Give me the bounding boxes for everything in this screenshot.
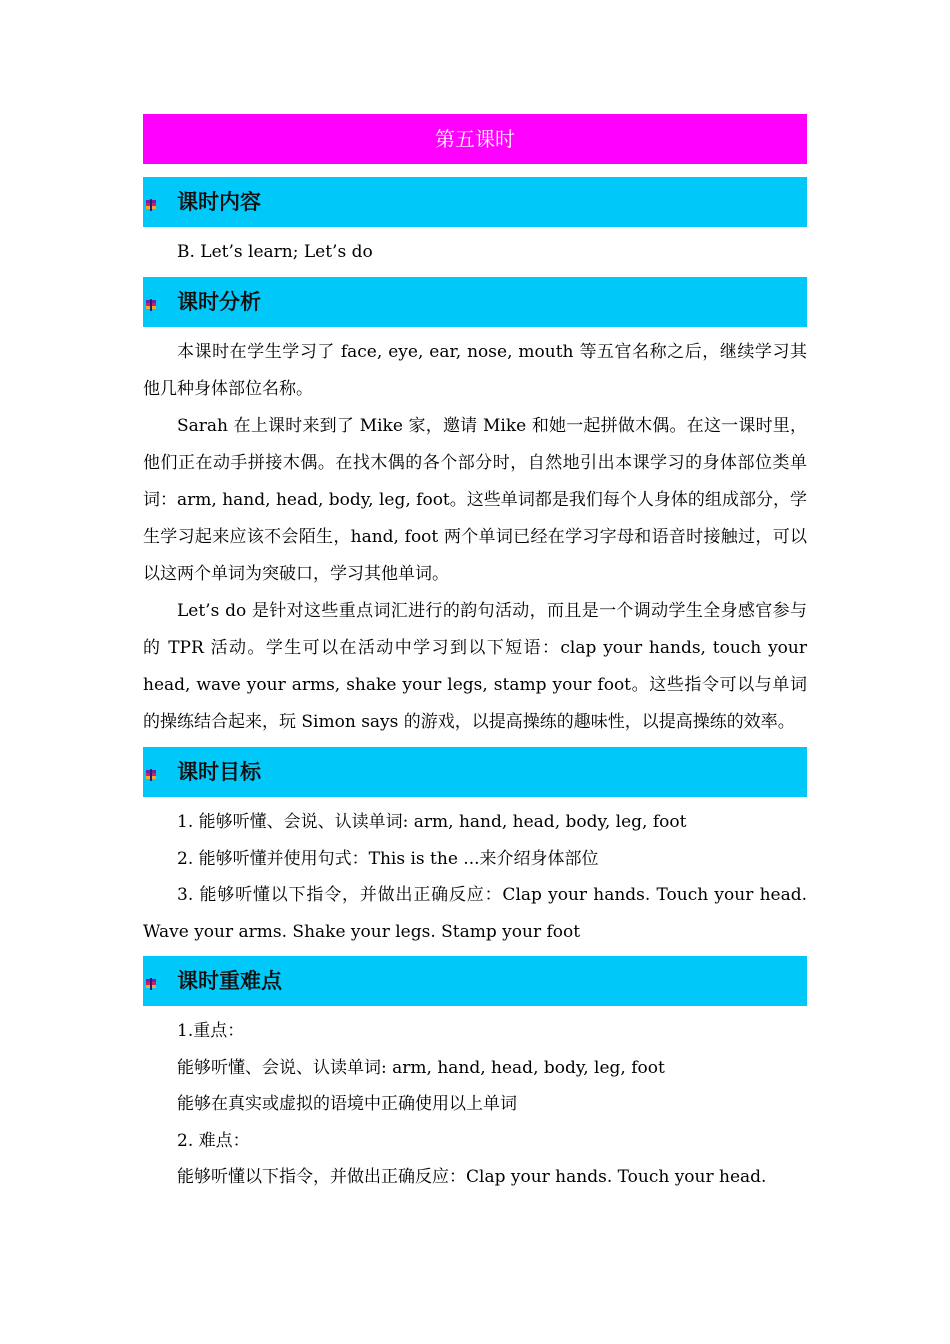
section-body-key-points (143, 1006, 807, 1202)
paragraph: 能够听懂、会说、认读单词: arm, hand, head, body, leg, foot (177, 1057, 665, 1078)
book-bullet-icon (145, 199, 157, 211)
section-body-analysis (143, 327, 807, 747)
section-body-goals (143, 797, 807, 956)
paragraph: 1.重点： (177, 1021, 245, 1041)
paragraph: 2. 难点： (177, 1130, 250, 1151)
lesson-title: 第五课时 (143, 114, 807, 164)
book-bullet-icon (145, 769, 157, 781)
section-heading-analysis (143, 277, 807, 327)
list-item: 1. 能够听懂、会说、认读单词: arm, hand, head, body, leg, foot (177, 812, 687, 832)
section-heading-content (143, 177, 807, 227)
paragraph: Let’s do 是针对这些重点词汇进行的韵句活动，而且是一个调动学生全身感官参与的 TPR 活动。学生可以在活动中学习到以下短语：clap your hands, touch your head, wave your arms, shake your legs, stamp your foot。这些指令可以与单词的操练结合起来，玩 Simon says 的游戏，以提高操练的趣味性，以提高操练的效率。 (143, 601, 807, 732)
paragraph: 能够在真实或虚拟的语境中正确使用以上单词 (177, 1094, 517, 1114)
section-body-content (143, 227, 807, 277)
section-heading-key-points (143, 956, 807, 1006)
book-bullet-icon (145, 299, 157, 311)
list-item: 2. 能够听懂并使用句式：This is the ...来介绍身体部位 (177, 848, 599, 869)
section-heading-goals (143, 747, 807, 797)
document-page (143, 114, 807, 1202)
paragraph: 本课时在学生学习了 face, eye, ear, nose, mouth 等五官名称之后，继续学习其他几种身体部位名称。 (143, 342, 807, 399)
paragraph: Sarah 在上课时来到了 Mike 家，邀请 Mike 和她一起拼做木偶。在这一课时里，他们正在动手拼接木偶。在找木偶的各个部分时，自然地引出本课学习的身体部位类单词：arm, hand, head, body, leg, foot。这些单词都是我们每个人身体的组成部分，学生学习起来应该不会陌生，hand, foot 两个单词已经在学习字母和语音时接触过，可以以这两个单词为突破口，学习其他单词。 (143, 416, 807, 584)
paragraph: B. Let’s learn; Let’s do (177, 242, 373, 262)
section-heading-label: 课时内容 (177, 190, 261, 214)
section-heading-label: 课时目标 (177, 760, 261, 784)
book-bullet-icon (145, 978, 157, 990)
section-heading-label: 课时分析 (177, 290, 261, 314)
list-item: 3. 能够听懂以下指令，并做出正确反应：Clap your hands. Touch your head. Wave your arms. Shake your legs. Stamp your foot (143, 885, 807, 942)
paragraph: 能够听懂以下指令，并做出正确反应：Clap your hands. Touch your head. (177, 1167, 767, 1187)
section-heading-label: 课时重难点 (177, 969, 282, 993)
